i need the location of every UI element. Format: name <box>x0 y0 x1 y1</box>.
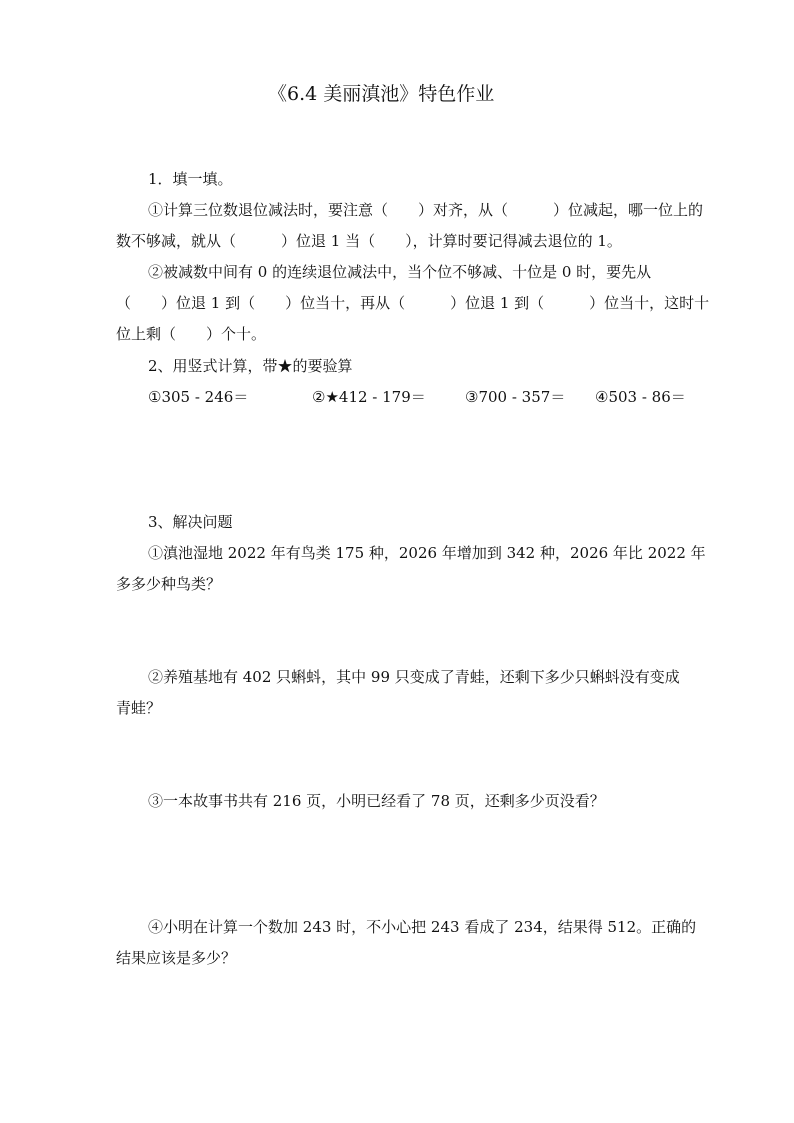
problem2-line1: ②养殖基地有 402 只蝌蚪，其中 99 只变成了青蛙，还剩下多少只蝌蚪没有变成 <box>148 668 680 686</box>
q2-line2: （ ）位退 1 到（ ）位当十，再从（ ）位退 1 到（ ）位当十，这时十 <box>116 294 710 312</box>
section2-heading: 2、用竖式计算，带★的要验算 <box>148 357 353 375</box>
q2-line1: ②被减数中间有 0 的连续退位减法中，当个位不够减、十位是 0 时，要先从 <box>148 263 652 281</box>
calc-problem-1: ①305 - 246＝ <box>148 388 249 406</box>
problem4-line1: ④小明在计算一个数加 243 时，不小心把 243 看成了 234，结果得 512。正确的 <box>148 918 697 936</box>
problem2-line2: 青蛙？ <box>116 699 162 717</box>
page-title: 《6.4 美丽滇池》特色作业 <box>268 83 495 105</box>
problem1-line1: ①滇池湿地 2022 年有鸟类 175 种，2026 年增加到 342 种，2026 年比 2022 年 <box>148 544 706 562</box>
problem1-line2: 多多少种鸟类？ <box>116 575 222 593</box>
problem3-line1: ③一本故事书共有 216 页，小明已经看了 78 页，还剩多少页没看？ <box>148 792 605 810</box>
calc-problem-4: ④503 - 86＝ <box>595 388 686 406</box>
q2-line3: 位上剩（ ）个十。 <box>116 325 267 343</box>
q1-line2: 数不够减，就从（ ）位退 1 当（ ），计算时要记得减去退位的 1。 <box>116 232 622 250</box>
calc-problem-3: ③700 - 357＝ <box>465 388 566 406</box>
problem4-line2: 结果应该是多少？ <box>116 949 237 967</box>
q1-line1: ①计算三位数退位减法时，要注意（ ）对齐，从（ ）位减起，哪一位上的 <box>148 201 704 219</box>
section3-heading: 3、解决问题 <box>148 513 233 531</box>
calc-problem-2: ②★412 - 179＝ <box>312 388 426 406</box>
section1-heading: 1．填一填。 <box>148 170 233 188</box>
